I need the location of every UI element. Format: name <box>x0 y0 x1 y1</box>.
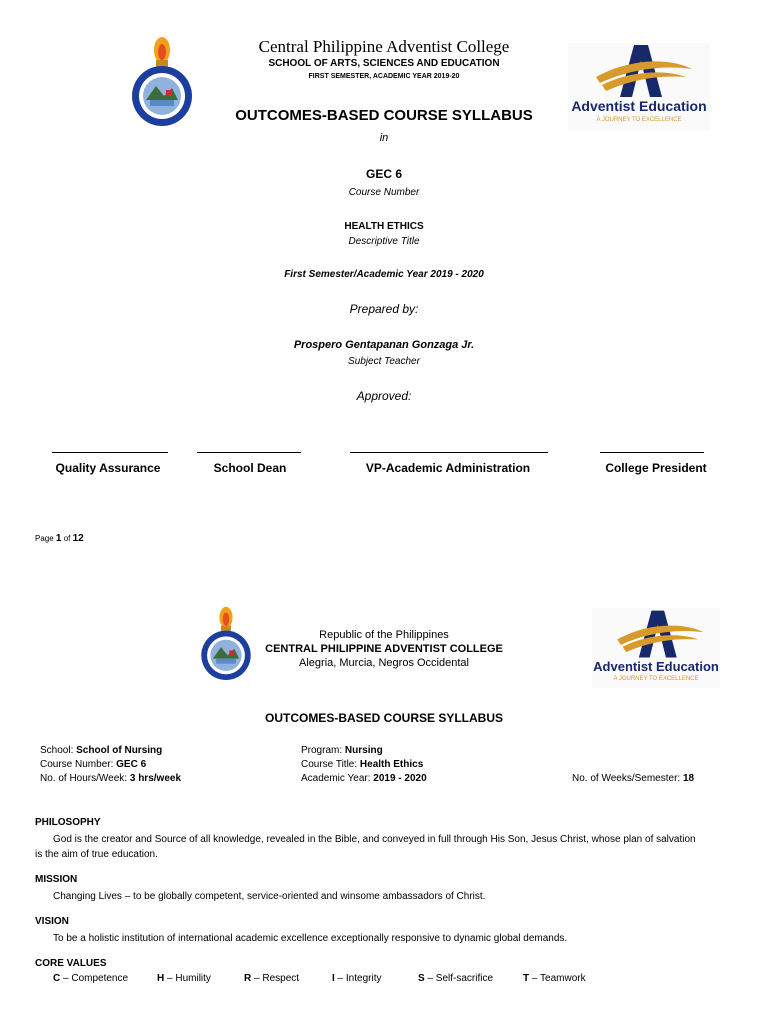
adventist-education-logo-2 <box>592 608 720 688</box>
adventist-education-logo <box>568 43 710 131</box>
teacher-caption: Subject Teacher <box>348 356 420 367</box>
in-label: in <box>379 132 389 144</box>
page-current: 1 <box>55 533 62 544</box>
teacher-name: Prospero Gentapanan Gonzaga Jr. <box>293 339 475 351</box>
hours-label: No. of Hours/Week: <box>40 773 130 784</box>
signature-line-vp <box>350 452 548 453</box>
philosophy-text-1: God is the creator and Source of all knowledge, revealed in the Bible, and conveyed in full through His Son, Jesus Christ, whose plan of salvation <box>53 834 696 845</box>
philosophy-heading: PHILOSOPHY <box>35 817 101 828</box>
signatory-college-president: College President <box>605 461 707 475</box>
weeks-label: No. of Weeks/Semester: <box>572 773 683 784</box>
ae-logo-text: Adventist Education <box>571 98 707 114</box>
core-value-integrity <box>332 973 381 984</box>
school-name: SCHOOL OF ARTS, SCIENCES AND EDUCATION <box>268 58 500 69</box>
weeks-value: 18 <box>682 773 695 784</box>
course-number-field <box>40 759 146 770</box>
course-number: GEC 6 <box>365 167 402 181</box>
core-value-letter: H <box>157 973 165 984</box>
core-values-heading: CORE VALUES <box>35 958 107 969</box>
program-field <box>301 745 383 756</box>
signatory-vp-academic: VP-Academic Administration <box>365 461 531 475</box>
school-value: School of Nursing <box>76 745 163 756</box>
document-title-2: OUTCOMES-BASED COURSE SYLLABUS <box>264 711 503 725</box>
course-title-caption: Descriptive Title <box>348 236 420 247</box>
core-value-respect <box>244 973 299 984</box>
core-value-letter: S <box>418 973 425 984</box>
hours-value: 3 hrs/week <box>129 773 182 784</box>
semester-header: FIRST SEMESTER, ACADEMIC YEAR 2019-20 <box>308 73 460 80</box>
core-value-text: – Competence <box>60 973 129 984</box>
vision-text: To be a holistic institution of international academic excellence exceptionally responsive to dynamic global demands. <box>53 933 568 944</box>
college-name-caps: CENTRAL PHILIPPINE ADVENTIST COLLEGE <box>265 643 503 655</box>
weeks-field <box>572 773 694 784</box>
academic-year-field <box>301 773 427 784</box>
page-number <box>35 533 84 544</box>
core-value-humility <box>157 973 211 984</box>
signatory-quality-assurance: Quality Assurance <box>55 461 161 475</box>
course-number-value: GEC 6 <box>116 759 147 770</box>
school-field <box>40 745 162 756</box>
academic-year-value: 2019 - 2020 <box>373 773 427 784</box>
core-value-text: – Teamwork <box>529 973 586 984</box>
signature-line-dean <box>197 452 301 453</box>
ae-logo-tagline: A JOURNEY TO EXCELLENCE <box>596 117 682 123</box>
course-title-value: Health Ethics <box>359 759 424 770</box>
program-value: Nursing <box>344 745 383 756</box>
course-title-label: Course Title: <box>301 759 360 770</box>
course-title: HEALTH ETHICS <box>344 221 424 232</box>
approved-label: Approved: <box>356 389 412 403</box>
core-value-letter: C <box>53 973 61 984</box>
page-label: Page <box>35 534 54 543</box>
school-label: School: <box>40 745 77 756</box>
ae-logo-tagline-2: A JOURNEY TO EXCELLENCE <box>613 676 699 682</box>
signatory-school-dean: School Dean <box>213 461 287 475</box>
course-number-caption: Course Number <box>348 187 420 198</box>
core-value-text: – Integrity <box>334 973 382 984</box>
course-title-field <box>301 759 423 770</box>
academic-year-label: Academic Year: <box>301 773 374 784</box>
republic-line: Republic of the Philippines <box>319 629 449 641</box>
program-label: Program: <box>301 745 345 756</box>
core-value-text: – Respect <box>251 973 300 984</box>
mission-text: Changing Lives – to be globally competent, service-oriented and winsome ambassadors of Christ. <box>53 891 486 902</box>
college-name-heading: Central Philippine Adventist College <box>258 37 510 56</box>
hours-field <box>40 773 181 784</box>
course-number-label: Course Number: <box>40 759 117 770</box>
core-value-text: – Self-sacrifice <box>424 973 494 984</box>
vision-heading: VISION <box>35 916 69 927</box>
college-address: Alegria, Murcia, Negros Occidental <box>299 657 469 669</box>
signature-line-qa <box>52 452 168 453</box>
core-value-letter: T <box>523 973 530 984</box>
mission-heading: MISSION <box>35 874 78 885</box>
semester-line: First Semester/Academic Year 2019 - 2020 <box>284 269 484 280</box>
signature-line-president <box>600 452 704 453</box>
college-seal-logo <box>128 34 196 128</box>
core-value-self-sacrifice <box>418 973 493 984</box>
document-title: OUTCOMES-BASED COURSE SYLLABUS <box>235 107 533 124</box>
core-value-text: – Humility <box>164 973 211 984</box>
page-total: 12 <box>72 533 84 544</box>
page-of: of <box>63 534 71 543</box>
prepared-by-label: Prepared by: <box>349 302 419 316</box>
core-value-letter: I <box>332 973 335 984</box>
philosophy-text-2: is the aim of true education. <box>35 849 158 860</box>
core-value-letter: R <box>244 973 252 984</box>
ae-logo-text-2: Adventist Education <box>593 659 719 674</box>
core-value-competence <box>53 973 128 984</box>
core-value-teamwork <box>523 973 586 984</box>
